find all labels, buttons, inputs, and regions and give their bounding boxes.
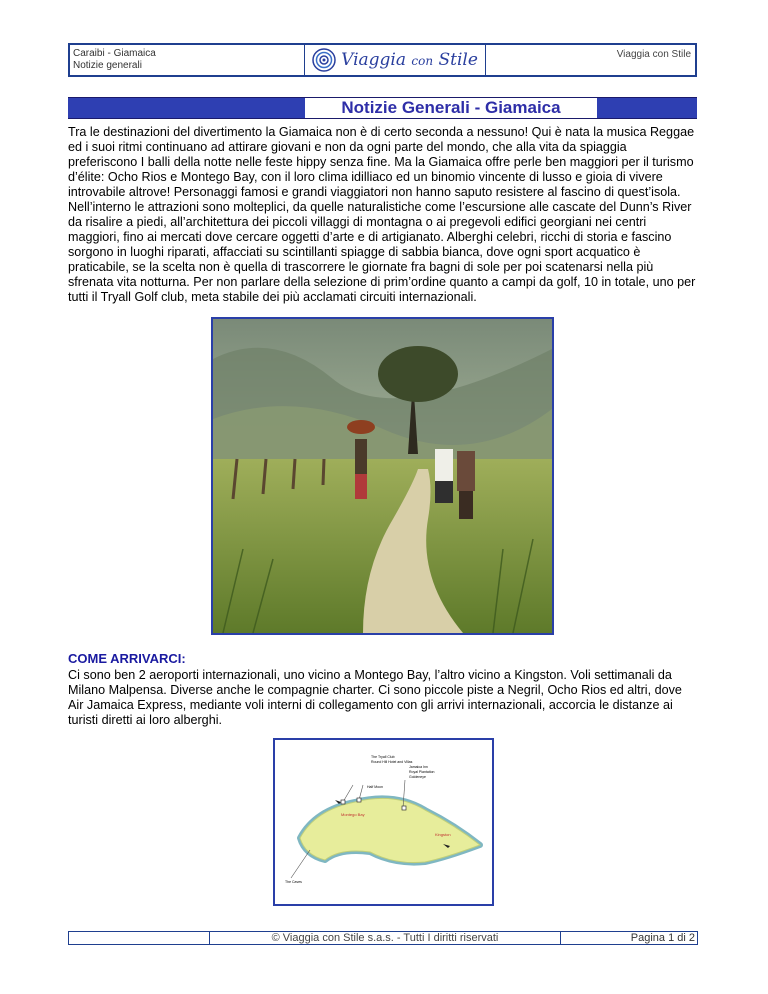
svg-text:Kingston: Kingston	[435, 832, 451, 837]
header-subtitle: Notizie generali	[73, 60, 142, 71]
logo-wordmark: Viaggia con Stile	[341, 50, 478, 70]
svg-text:Half Moon: Half Moon	[367, 785, 383, 789]
title-bar	[68, 97, 697, 119]
section-heading: COME ARRIVARCI:	[68, 651, 186, 666]
svg-text:The Tryall Club: The Tryall Club	[371, 755, 395, 759]
page-header	[68, 43, 697, 77]
intro-paragraph: Tra le destinazioni del divertimento la Giamaica non è di certo seconda a nessuno! Qui è nata la musica Reggae ed i suoi ritmi continuano ad attirare giovani e non da ogni parte del mondo, che alla vita da spiaggia preferiscono I balli della notte nelle feste hippy senza fine. Ma la Giamaica offre perle ben maggiori per il turismo d’élite: Ocho Rios e Montego Bay, con il loro clima idilliaco ed un binomio vincente di lusso e gioia di vivere introvabile altrove! Personaggi famosi e grandi viaggiatori non hanno saputo resistere al fascino di quest’isola. Nell’interno le attrazioni sono molteplici, da quelle naturalistiche come l’escursione alle cascate del Dunn’s River da risalire a piedi, all’architettura dei piccoli villaggi di montagna o ai pregevoli edifici georgiani nei centri maggiori, fino ai mercati dove cercare oggetti d’arte e di artigianato. Alberghi celebri, ricchi di storia e fascino sorgono in luoghi riparati, affacciati su scintillanti spiagge di sabbia bianca, dove ogni sport acquatico è praticabile, se la scelta non è quella di trascorrere le giornate fra bagni di sole per poi scatenarsi nella più sfrenata vita notturna. Per non parlare della selezione di prim’ordine quanto a campi da golf, 10 in totale, uno per tutti il Tryall Golf club, meta stabile dei più acclamati circuiti internazionali.	[68, 125, 696, 304]
header-region: Caraibi - Giamaica	[73, 48, 156, 59]
footer-page-number: Pagina 1 di 2	[630, 932, 695, 944]
map-illustration	[275, 740, 492, 904]
svg-text:Montego Bay: Montego Bay	[341, 812, 365, 817]
svg-text:The Caves: The Caves	[285, 880, 302, 884]
svg-text:Jamaica Inn: Jamaica Inn	[409, 765, 428, 769]
header-logo	[305, 45, 485, 75]
jamaica-path-photo	[211, 317, 554, 635]
header-brand: Viaggia con Stile	[485, 45, 695, 75]
spiral-logo-icon	[312, 48, 336, 72]
photo-illustration	[213, 319, 552, 633]
svg-text:Round Hill Hotel and Villas: Round Hill Hotel and Villas	[371, 760, 413, 764]
page-footer	[68, 931, 698, 945]
footer-copyright: © Viaggia con Stile s.a.s. - Tutti I diritti riservati	[209, 932, 561, 944]
svg-text:Goldeneye: Goldeneye	[409, 775, 426, 779]
page-title: Notizie Generali - Giamaica	[305, 98, 597, 118]
jamaica-map	[273, 738, 494, 906]
header-left-cell	[70, 45, 305, 75]
section-paragraph: Ci sono ben 2 aeroporti internazionali, uno vicino a Montego Bay, l’altro vicino a Kingston. Voli settimanali da Milano Malpensa. Diverse anche le compagnie charter. Ci sono piccole piste a Negril, Ocho Rios ed altri, dove Air Jamaica Express, mediante voli interni di collegamento con gli arrivi internazionali, accorcia le distanze ai turisti diretti ai loro alberghi.	[68, 668, 682, 727]
svg-text:Royal Plantation: Royal Plantation	[409, 770, 435, 774]
